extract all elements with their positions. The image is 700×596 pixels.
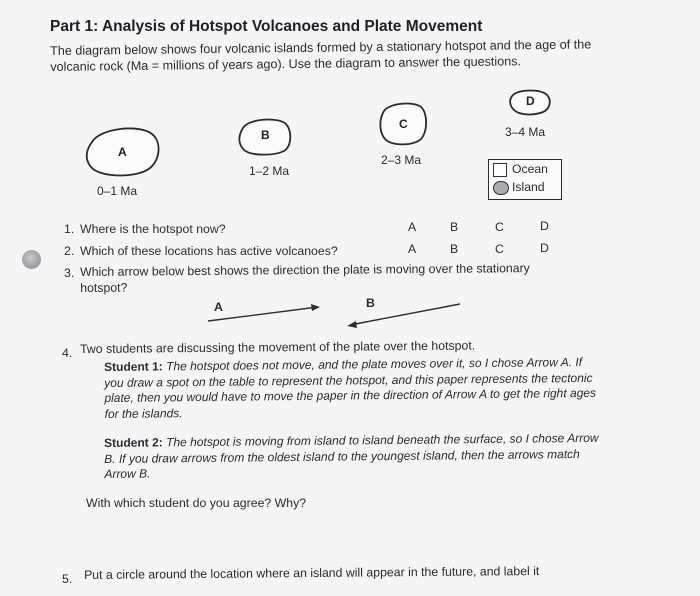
arrow-a-line [208, 307, 318, 321]
arrow-b-label: B [366, 296, 375, 310]
island-swatch [493, 181, 509, 195]
ocean-swatch [493, 163, 507, 177]
q4-text: Two students are discussing the movement of the plate over the hotspot. [80, 338, 476, 356]
q4-number: 4. [62, 346, 73, 360]
legend [488, 159, 562, 200]
q4-prompt: With which student do you agree? Why? [86, 496, 307, 510]
q1-number: 1. [64, 222, 75, 236]
island-b-label: B [261, 128, 270, 142]
q2-choice-c[interactable]: C [495, 242, 504, 256]
q2-text: Which of these locations has active volcanoes? [80, 244, 338, 258]
q5-text: Put a circle around the location where an island will appear in the future, and label it [84, 564, 540, 582]
student1-label: Student 1: [104, 359, 163, 374]
arrow-b-head [347, 321, 357, 328]
student2-paragraph [104, 431, 604, 483]
q1-choice-d[interactable]: D [540, 219, 549, 233]
q3-number: 3. [64, 266, 75, 280]
island-a-age: 0–1 Ma [97, 184, 138, 198]
q5-number: 5. [62, 572, 73, 586]
q1-choice-c[interactable]: C [495, 220, 504, 234]
q1-choice-a[interactable]: A [408, 220, 417, 234]
q2-number: 2. [64, 244, 75, 258]
legend-island-label: Island [512, 180, 545, 194]
q1-text: Where is the hotspot now? [80, 222, 226, 236]
q2-choice-b[interactable]: B [450, 242, 459, 256]
island-b-age: 1–2 Ma [249, 164, 290, 178]
page-title: Part 1: Analysis of Hotspot Volcanoes and Plate Movement [50, 18, 483, 35]
island-c-label: C [399, 117, 408, 131]
legend-ocean-label: Ocean [512, 162, 548, 176]
island-c-age: 2–3 Ma [381, 153, 422, 167]
binder-hole [22, 250, 41, 269]
q2-choice-d[interactable]: D [540, 241, 549, 255]
student1-paragraph [104, 355, 605, 422]
island-d-label: D [526, 94, 535, 108]
arrow-a-head [311, 304, 320, 311]
island-d-age: 3–4 Ma [505, 125, 546, 139]
island-a-label: A [118, 145, 127, 159]
intro-text: The diagram below shows four volcanic islands formed by a stationary hotspot and the age of the volcanic rock (Ma = millions of years ago). Use the diagram to answer the questions. [50, 37, 592, 74]
q2-choice-a[interactable]: A [408, 242, 417, 256]
student2-label: Student 2: [104, 435, 163, 450]
student2-text: The hotspot is moving from island to island beneath the surface, so I chose Arrow B. If you draw arrows from the oldest island to the youngest island, then the arrows match Arrow B. [104, 430, 599, 481]
q1-choice-b[interactable]: B [450, 220, 459, 234]
student1-text: The hotspot does not move, and the plate moves over it, so I chose Arrow A. If you draw a spot on the table to represent the hotspot, and this paper represents the tectonic plate, then you would have to move the paper in the direction of Arrow A to get the right ages for the islands. [104, 354, 597, 421]
q3-text: Which arrow below best shows the direction the plate is moving over the stationary hotspot? [80, 261, 530, 295]
arrow-a-label: A [214, 300, 223, 314]
